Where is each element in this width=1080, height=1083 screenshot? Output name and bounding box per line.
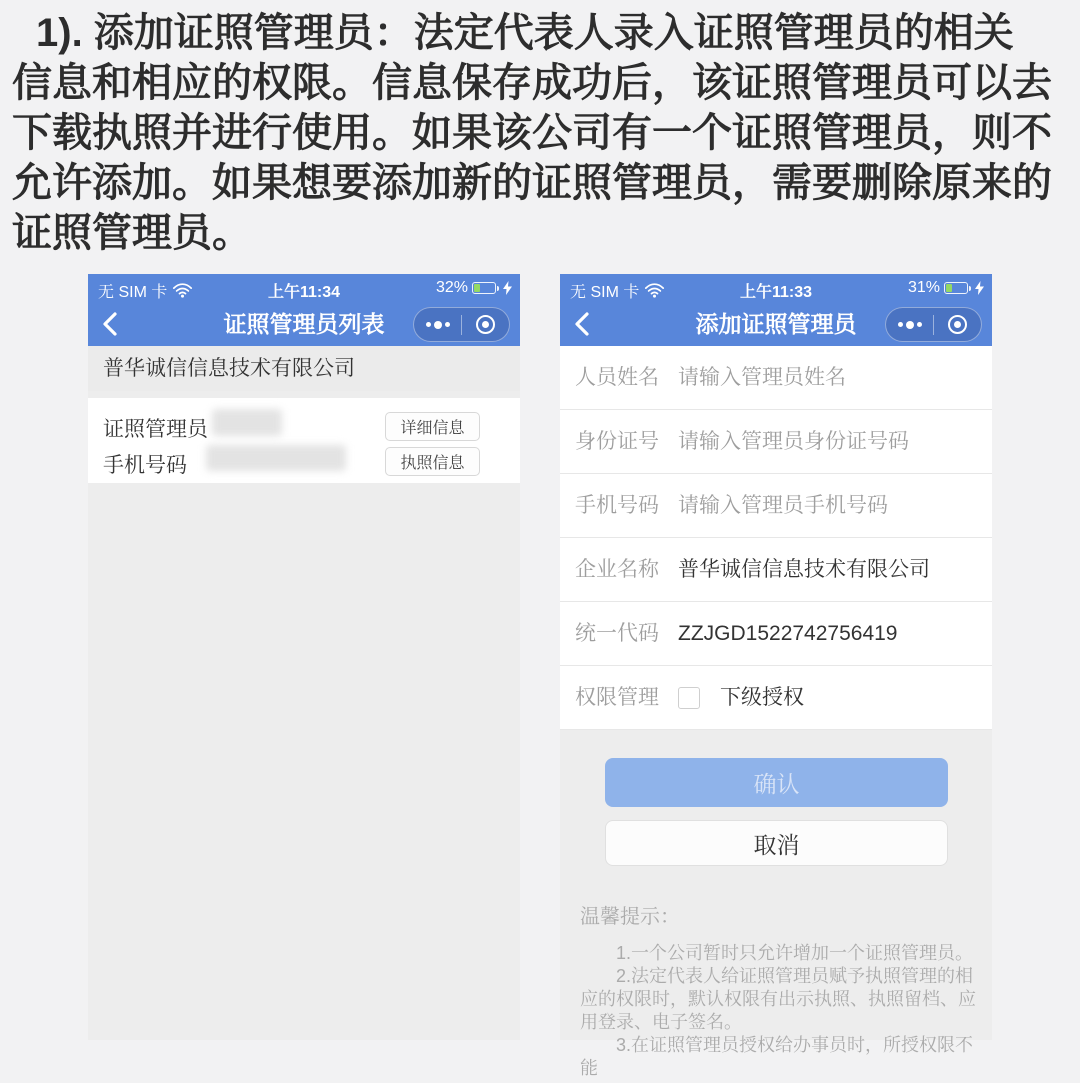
status-bar: [560, 274, 992, 302]
screenshot-admin-list: [88, 274, 520, 1040]
subordinate-auth-checkbox[interactable]: [678, 687, 700, 709]
nav-bar: [88, 302, 520, 346]
intro-paragraph: [12, 8, 1068, 258]
tip-item: 1.一个公司暂时只允许增加一个证照管理员。: [616, 943, 974, 963]
intro-line: 下载执照并进行使用。如果该公司有一个证照管理员，则不: [12, 111, 1052, 155]
license-info-button[interactable]: 执照信息: [385, 447, 480, 476]
miniprogram-capsule: [413, 307, 510, 342]
form-row-name: [560, 346, 992, 410]
battery-nub: [969, 286, 971, 291]
page-title: 证照管理员列表: [223, 311, 385, 337]
exit-button[interactable]: [934, 315, 981, 334]
battery-icon: [472, 282, 496, 294]
miniprogram-capsule: [885, 307, 982, 342]
redacted-admin-name: [212, 409, 282, 436]
more-menu-button[interactable]: [414, 321, 461, 329]
clock-label: 上午11:33: [739, 284, 813, 301]
unified-code-value: ZZJGD1522742756419: [678, 622, 898, 645]
redacted-phone-number: [206, 445, 346, 471]
detail-info-button[interactable]: 详细信息: [385, 412, 480, 441]
charging-bolt-icon: [503, 281, 512, 295]
intro-line: 允许添加。如果想要添加新的证照管理员，需要删除原来的: [12, 161, 1052, 205]
tips-section: [580, 900, 976, 1080]
battery-nub: [497, 286, 499, 291]
page-title: 添加证照管理员: [695, 311, 857, 337]
admin-card: [88, 398, 520, 483]
exit-button[interactable]: [462, 315, 509, 334]
battery-indicator: [908, 279, 984, 297]
intro-line: 证照管理员。: [12, 211, 252, 255]
nav-bar: [560, 302, 992, 346]
screenshot-add-admin: [560, 274, 992, 1078]
permissions-label: 权限管理: [575, 686, 659, 709]
intro-line: 信息和相应的权限。信息保存成功后，该证照管理员可以去: [12, 61, 1052, 105]
name-label: 人员姓名: [575, 366, 659, 389]
form-row-mobile: [560, 474, 992, 538]
battery-percent: 31%: [907, 279, 940, 296]
mobile-label: 手机号码: [575, 494, 659, 517]
tips-title: 温馨提示：: [580, 906, 680, 928]
cancel-button[interactable]: 取消: [605, 820, 948, 866]
id-number-input[interactable]: [678, 424, 968, 460]
confirm-button[interactable]: 确认: [605, 758, 948, 807]
admin-label: 证照管理员: [103, 418, 208, 441]
form-row-company: [560, 538, 992, 602]
form-row-unified-code: [560, 602, 992, 666]
battery-icon: [944, 282, 968, 294]
carrier-text: 无 SIM 卡: [98, 284, 168, 301]
company-label: 企业名称: [575, 558, 659, 581]
form-row-id-number: [560, 410, 992, 474]
tip-item: 2.法定代表人给证照管理员赋予执照管理的相应的权限时，默认权限有出示执照、执照留档、应用登录、电子签名。: [580, 966, 976, 1032]
subordinate-auth-label: 下级授权: [720, 686, 804, 709]
mobile-input[interactable]: [678, 488, 968, 524]
status-bar: [88, 274, 520, 302]
carrier-text: 无 SIM 卡: [570, 284, 640, 301]
add-admin-form: [560, 346, 992, 730]
battery-percent: 32%: [435, 279, 468, 296]
form-row-permissions: [560, 666, 992, 730]
company-value: 普华诚信信息技术有限公司: [678, 558, 930, 581]
name-input[interactable]: [678, 360, 968, 396]
battery-indicator: [436, 279, 512, 297]
id-number-label: 身份证号: [575, 430, 659, 453]
charging-bolt-icon: [975, 281, 984, 295]
tip-item: 3.在证照管理员授权给办事员时，所授权限不能: [580, 1035, 974, 1078]
company-name-bar: 普华诚信信息技术有限公司: [88, 346, 520, 391]
more-menu-button[interactable]: [886, 321, 933, 329]
clock-label: 上午11:34: [267, 284, 341, 301]
phone-label: 手机号码: [103, 454, 187, 477]
intro-line: 1). 添加证照管理员：法定代表人录入证照管理员的相关: [36, 11, 1014, 55]
unified-code-label: 统一代码: [575, 622, 659, 645]
